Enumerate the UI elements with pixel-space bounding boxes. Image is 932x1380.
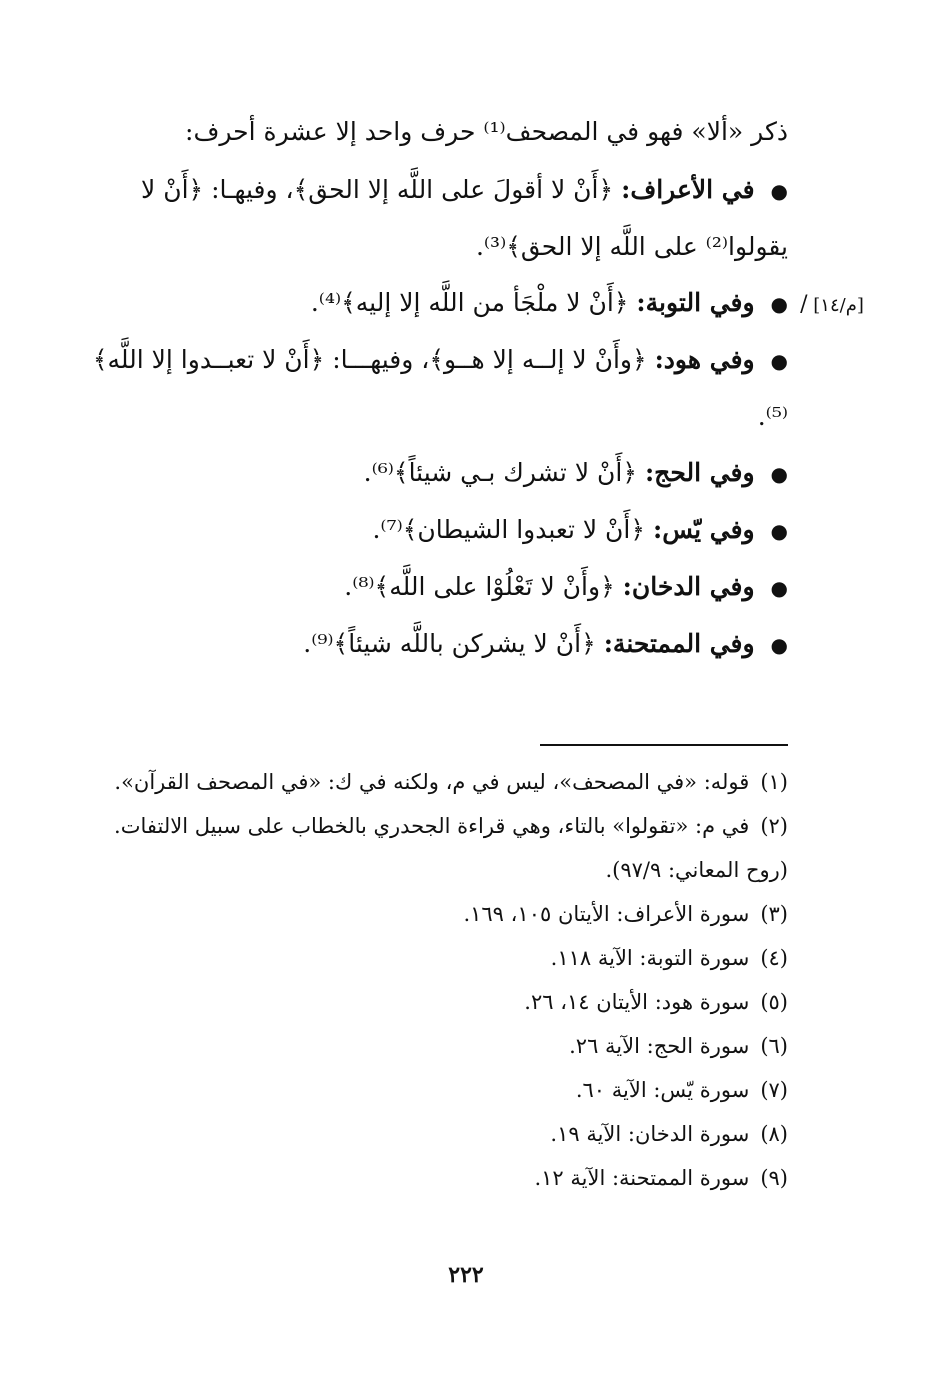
item-text: ﴿وأَنْ لا تَعْلُوْا على اللَّه﴾⁽⁸⁾.	[344, 572, 615, 601]
footnote-number: (٦)	[760, 1034, 788, 1058]
item-label: وفي التوبة:	[636, 288, 755, 317]
footnote	[80, 1156, 788, 1200]
footnote-text: سورة يّس: الآية ٦٠.	[575, 1078, 750, 1102]
list-item	[80, 502, 788, 559]
item-text: ﴿أَنْ لا تعبدوا الشيطان﴾⁽⁷⁾.	[372, 515, 646, 544]
footnote-continuation: (روح المعاني: ٩٧/٩).	[605, 858, 788, 882]
footnote-number: (٢)	[760, 814, 788, 838]
footnote-text: سورة التوبة: الآية ١١٨.	[550, 946, 750, 970]
footnote-text: سورة الممتحنة: الآية ١٢.	[534, 1166, 750, 1190]
list-item	[80, 559, 788, 616]
footnote-text: قوله: «في المصحف»، ليس في م، ولكنه في ك: «في المصحف القرآن».	[114, 770, 750, 794]
page-number: ٢٢٢	[448, 1262, 484, 1288]
footnote-text: في م: «تقولوا» بالتاء، وهي قراءة الجحدري بالخطاب على سبيل الالتفات.	[114, 814, 750, 838]
footnote	[80, 1068, 788, 1112]
footnote	[80, 936, 788, 980]
list-item	[80, 275, 788, 332]
manuscript-ref: [م/١٤]	[813, 295, 864, 316]
item-label: وفي الممتحنة:	[603, 629, 755, 658]
footnotes	[80, 760, 788, 1200]
footnote-text: سورة الدخان: الآية ١٩.	[550, 1122, 750, 1146]
intro-paragraph: ذكر «ألا» فهو في المصحف⁽¹⁾ حرف واحد إلا عشرة أحرف:	[185, 117, 788, 146]
footnote-text: سورة هود: الأيتان ١٤، ٢٦.	[524, 990, 750, 1014]
footnote-text: سورة الأعراف: الأيتان ١٠٥، ١٦٩.	[463, 902, 750, 926]
bullet-icon: ●	[770, 462, 788, 486]
bullet-icon: ●	[770, 633, 788, 657]
footnote-number: (٣)	[760, 902, 788, 926]
list-item	[80, 616, 788, 673]
footnote-number: (٧)	[760, 1078, 788, 1102]
footnote-number: (١)	[760, 770, 788, 794]
item-label: وفي يّس:	[652, 515, 755, 544]
bullet-icon: ●	[770, 179, 788, 203]
bullet-icon: ●	[770, 576, 788, 600]
footnote	[80, 892, 788, 936]
footnote-divider	[540, 744, 788, 746]
item-label: وفي الدخان:	[622, 572, 755, 601]
item-label: في الأعراف:	[621, 175, 755, 204]
bullet-icon: ●	[770, 519, 788, 543]
footnote	[80, 1024, 788, 1068]
list-item	[80, 332, 788, 445]
footnote-number: (٩)	[760, 1166, 788, 1190]
list-item	[80, 162, 788, 275]
footnote-number: (٨)	[760, 1122, 788, 1146]
footnote-text: سورة الحج: الآية ٢٦.	[569, 1034, 750, 1058]
marginal-reference	[792, 290, 872, 321]
footnote	[80, 1112, 788, 1156]
item-text: ﴿أَنْ لا يشركن باللَّه شيئاً﴾⁽⁹⁾.	[303, 629, 596, 658]
bullet-icon: ●	[770, 292, 788, 316]
item-text: ﴿أَنْ لا تشرك بـي شيئاً﴾⁽⁶⁾.	[363, 458, 637, 487]
folio-break-mark: /	[800, 292, 808, 317]
list-item	[80, 445, 788, 502]
footnote-number: (٥)	[760, 990, 788, 1014]
item-text: ﴿وأَنْ لا إلــه إلا هــو﴾، وفيهـــا: ﴿أَنْ لا تعبــدوا إلا اللَّه﴾⁽⁵⁾.	[92, 345, 788, 431]
footnote	[80, 804, 788, 848]
bullet-icon: ●	[770, 349, 788, 373]
item-text: ﴿أَنْ لا ملْجَأ من اللَّه إلا إليه﴾⁽⁴⁾.	[310, 288, 629, 317]
item-text: ﴿أَنْ لا أقولَ على اللَّه إلا الحق﴾، وفيهـا: ﴿أَنْ لا يقولوا⁽²⁾ على اللَّه إلا الحق﴾⁽³⁾.	[141, 175, 788, 261]
item-label: وفي هود:	[654, 345, 755, 374]
main-text	[80, 108, 788, 673]
footnote	[80, 760, 788, 804]
footnote-number: (٤)	[760, 946, 788, 970]
footnote	[80, 980, 788, 1024]
item-label: وفي الحج:	[644, 458, 755, 487]
